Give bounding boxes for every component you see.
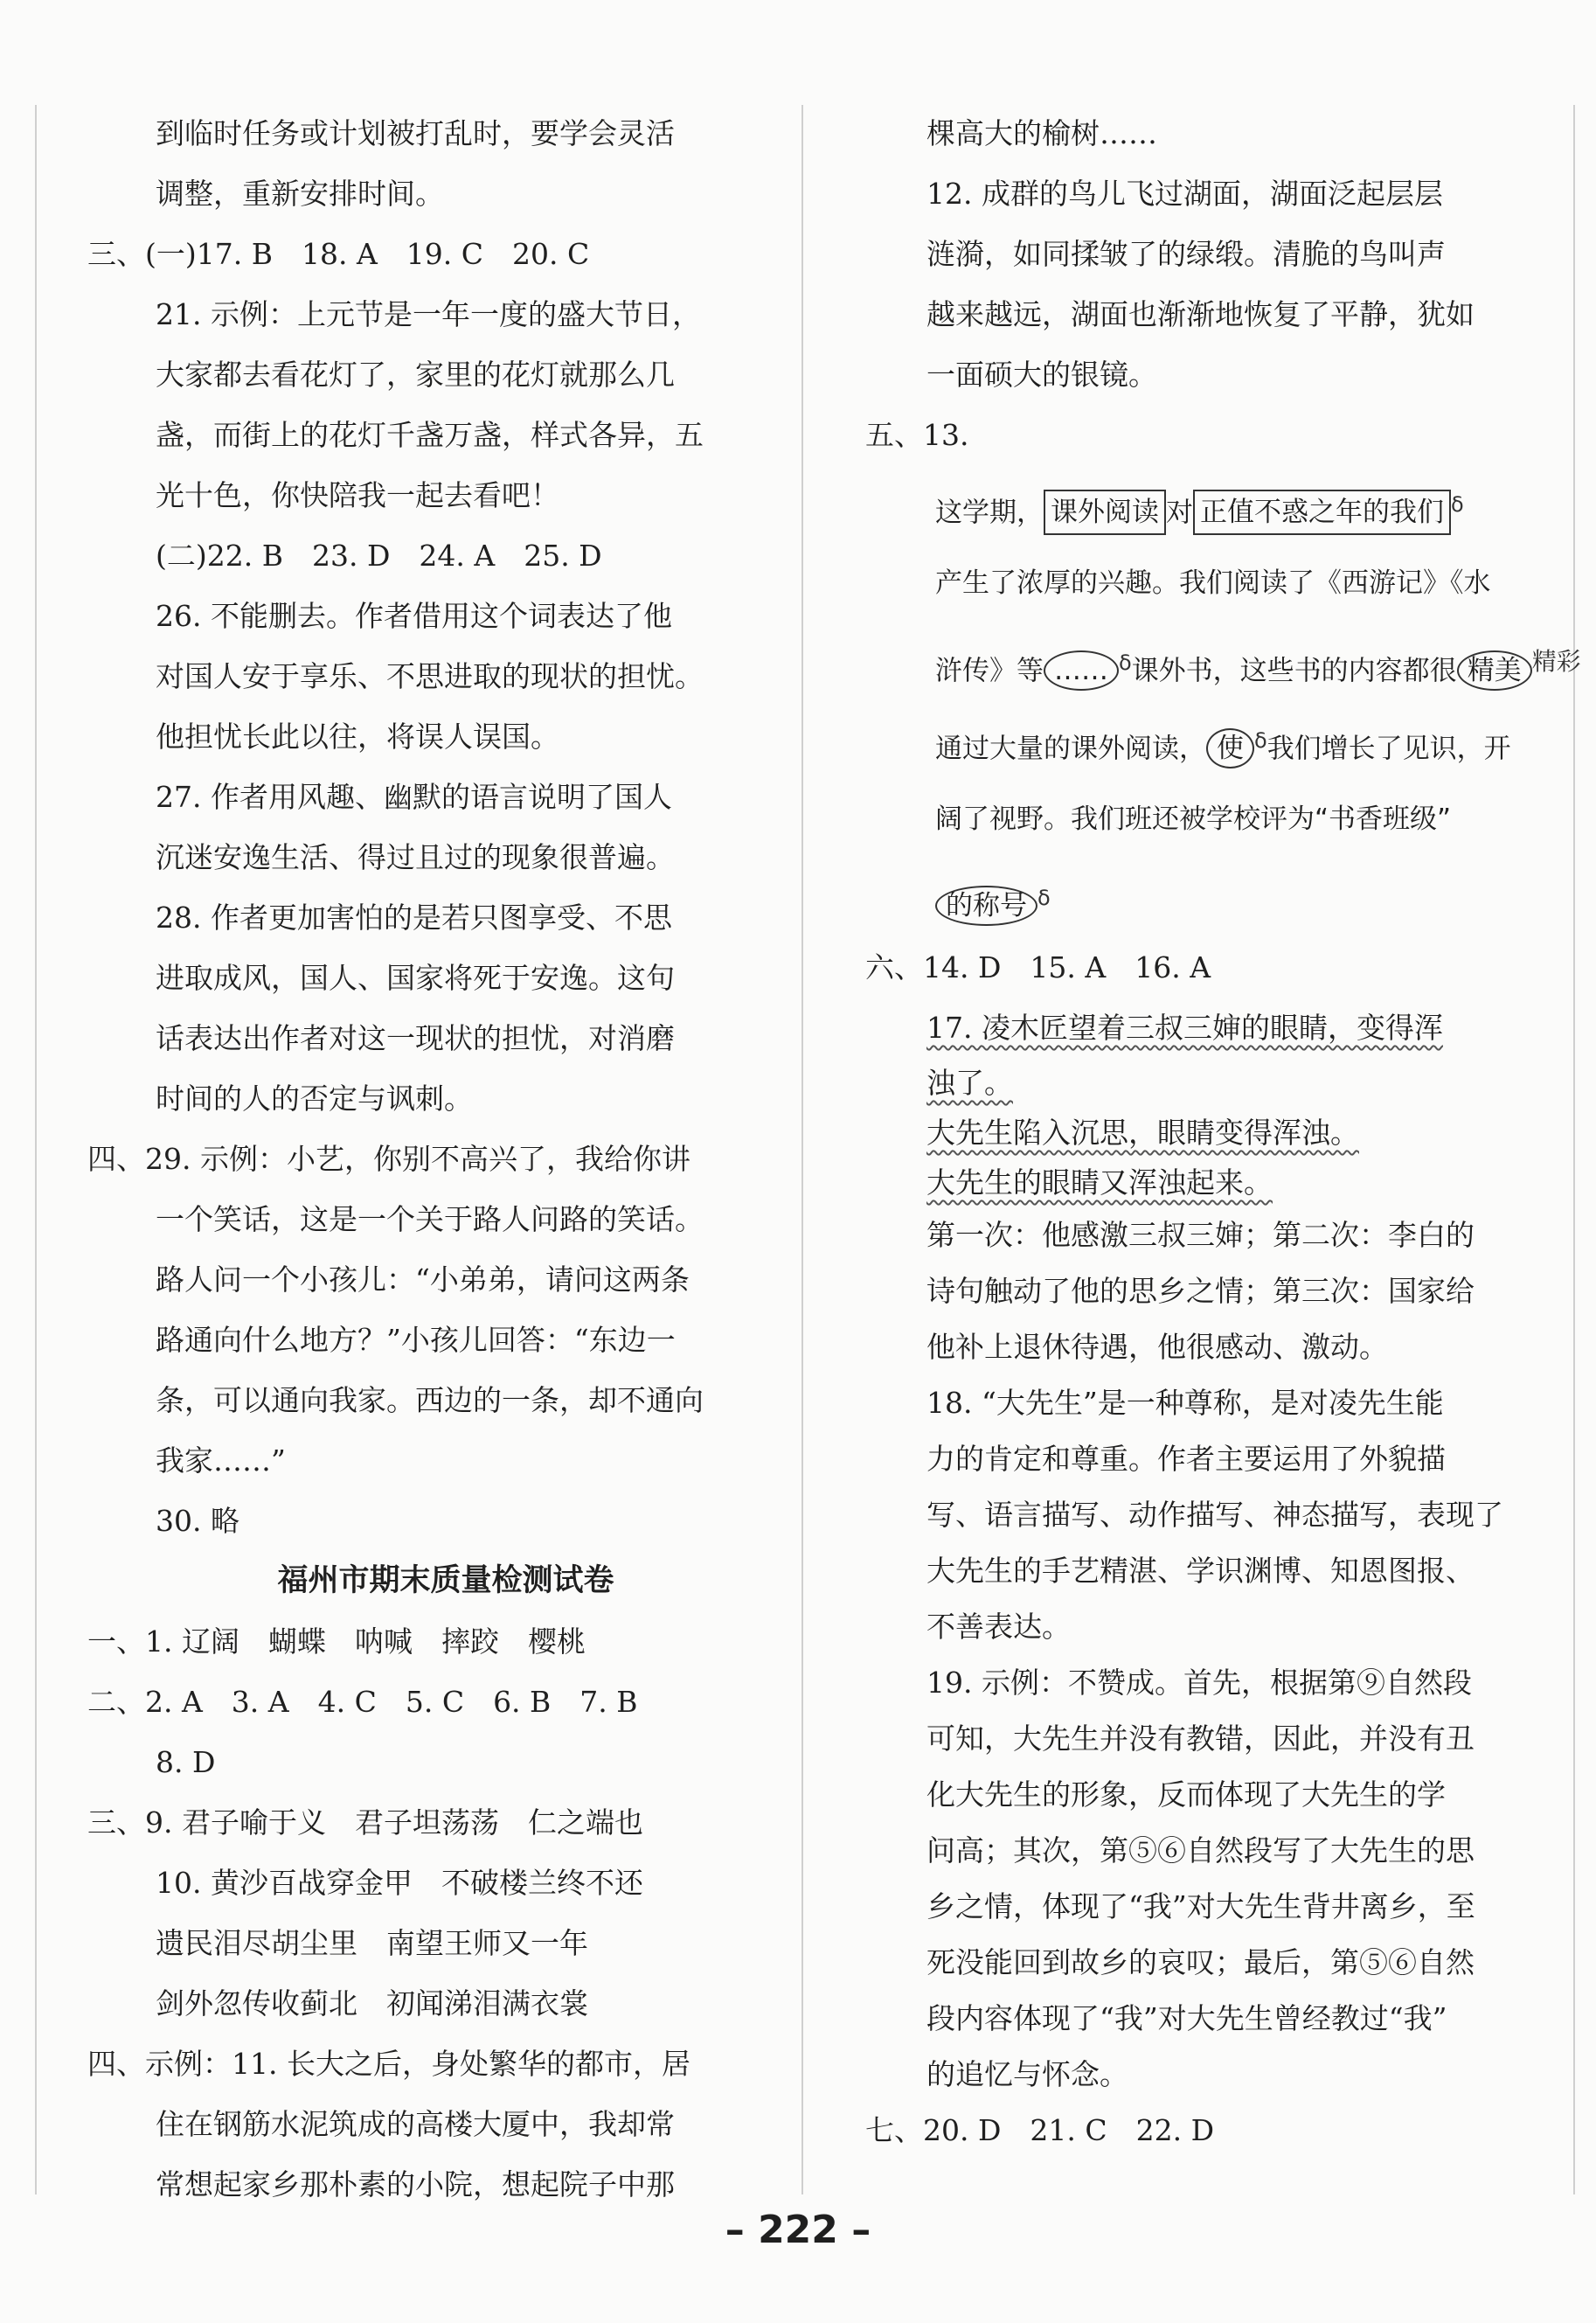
- wavy-underlined-line: 大先生的眼睛又浑浊起来。: [926, 1165, 1273, 1200]
- text-line: (二)22. B 23. D 24. A 25. D: [156, 539, 602, 573]
- page-rule-left: [35, 105, 37, 2194]
- text-line: 七、20. D 21. C 22. D: [865, 2113, 1215, 2147]
- text-line: 诗句触动了他的思乡之情；第三次：国家给: [926, 1274, 1475, 1308]
- text-line: 二、2. A 3. A 4. C 5. C 6. B 7. B: [87, 1685, 638, 1719]
- text-line: 路人问一个小孩儿：“小弟弟，请问这两条: [156, 1262, 690, 1297]
- text-line: 住在钢筋水泥筑成的高楼大厦中，我却常: [156, 2107, 675, 2141]
- text-line: 26. 不能删去。作者借用这个词表达了他: [156, 599, 672, 633]
- text-line: 话表达出作者对这一现状的担忧，对消磨: [156, 1021, 675, 1055]
- edit-line: 产生了浓厚的兴趣。我们阅读了《西游记》《水: [935, 567, 1491, 599]
- text-line: 化大先生的形象，反而体现了大先生的学: [926, 1777, 1446, 1812]
- text-line: 乡之情，体现了“我”对大先生背井离乡，至: [926, 1889, 1475, 1923]
- text-line: 三、9. 君子喻于义 君子坦荡荡 仁之端也: [87, 1805, 643, 1840]
- text-line: 调整，重新安排时间。: [156, 177, 444, 211]
- text-line: 对国人安于享乐、不思进取的现状的担忧。: [156, 659, 704, 693]
- text-line: 写、语言描写、动作描写、神态描写，表现了: [926, 1498, 1503, 1532]
- text-line: 棵高大的榆树……: [926, 116, 1157, 150]
- text-line: 我家……”: [156, 1443, 286, 1478]
- text-line: 一个笑话，这是一个关于路人问路的笑话。: [156, 1202, 704, 1236]
- edit-text: 我们增长了见识，开: [1266, 733, 1511, 765]
- right-column: [865, 103, 1581, 2159]
- proofreading-passage: [865, 465, 1581, 937]
- text-line: 28. 作者更加害怕的是若只图享受、不思: [156, 901, 672, 935]
- text-line: 不善表达。: [926, 1610, 1071, 1644]
- text-line: 涟漪，如同揉皱了的绿缎。清脆的鸟叫声: [926, 237, 1446, 271]
- reorder-box: 课外阅读: [1044, 490, 1166, 535]
- edit-line: [865, 701, 1530, 780]
- text-line: 10. 黄沙百战穿金甲 不破楼兰终不还: [156, 1866, 643, 1900]
- text-line: 30. 略: [156, 1504, 239, 1538]
- text-line: 五、13.: [865, 418, 969, 452]
- edit-line: [865, 622, 1581, 701]
- text-line: 四、29. 示例：小艺，你别不高兴了，我给你讲: [87, 1142, 690, 1176]
- wavy-underlined-line: 大先生陷入沉思，眼睛变得浑浊。: [926, 1116, 1359, 1150]
- deleted-phrase-circle: 的称号: [935, 886, 1037, 926]
- edit-text: 对: [1166, 497, 1193, 529]
- edit-text: 浒传》等: [935, 655, 1044, 687]
- text-line: 遗民泪尽胡尘里 南望王师又一年: [156, 1926, 588, 1960]
- text-line: 沉迷安逸生活、得过且过的现象很普遍。: [156, 840, 675, 874]
- replacement-word: 精彩: [1531, 647, 1581, 676]
- edit-text: 通过大量的课外阅读，: [935, 733, 1206, 765]
- text-line: 第一次：他感激三叔三婶；第二次：李白的: [926, 1218, 1475, 1252]
- text-line: 六、14. D 15. A 16. A: [865, 950, 1211, 984]
- deletion-loop-icon: δ: [1119, 650, 1132, 675]
- text-line: 光十色，你快陪我一起去看吧！: [156, 478, 559, 512]
- text-line: 8. D: [156, 1745, 216, 1779]
- text-line: 大家都去看花灯了，家里的花灯就那么几: [156, 358, 675, 392]
- text-line: 常想起家乡那朴素的小院，想起院子中那: [156, 2167, 675, 2201]
- text-line: 路通向什么地方？”小孩儿回答：“东边一: [156, 1323, 676, 1357]
- text-line: 他补上退休待遇，他很感动、激动。: [926, 1330, 1388, 1364]
- text-line: 18. “大先生”是一种尊称，是对凌先生能: [926, 1386, 1444, 1420]
- page-number: – 222 –: [725, 2208, 871, 2252]
- deleted-text-circle: ……: [1044, 650, 1119, 691]
- text-line: 12. 成群的鸟儿飞过湖面，湖面泛起层层: [926, 177, 1443, 211]
- text-line: 大先生的手艺精湛、学识渊博、知恩图报、: [926, 1554, 1475, 1588]
- text-line: 段内容体现了“我”对大先生曾经教过“我”: [926, 2001, 1447, 2035]
- text-line: 时间的人的否定与讽刺。: [156, 1082, 473, 1116]
- text-line: 一面硕大的银镜。: [926, 358, 1157, 392]
- edit-text: 课外书，这些书的内容都很: [1131, 655, 1457, 687]
- section-title: 福州市期末质量检测试卷: [277, 1563, 614, 1598]
- text-line: 四、示例：11. 长大之后，身处繁华的都市，居: [87, 2047, 690, 2081]
- text-line: 一、1. 辽阔 蝴蝶 呐喊 摔跤 樱桃: [87, 1624, 586, 1659]
- text-line: 越来越远，湖面也渐渐地恢复了平静，犹如: [926, 297, 1475, 331]
- page-rule-right: [1573, 105, 1575, 2194]
- deleted-word-circle: 使: [1206, 728, 1254, 769]
- deletion-loop-icon: δ: [1037, 886, 1051, 910]
- text-line: 19. 示例：不赞成。首先，根据第⑨自然段: [926, 1666, 1472, 1700]
- wavy-underlined-line: 浊了。: [926, 1066, 1013, 1100]
- text-line: 到临时任务或计划被打乱时，要学会灵活: [156, 116, 675, 150]
- text-line: 他担忧长此以往，将误人误国。: [156, 720, 559, 754]
- text-line: 的追忆与怀念。: [926, 2057, 1128, 2091]
- text-line: 27. 作者用风趣、幽默的语言说明了国人: [156, 780, 672, 814]
- text-line: 可知，大先生并没有教错，因此，并没有丑: [926, 1721, 1475, 1756]
- text-line: 问高；其次，第⑤⑥自然段写了大先生的思: [926, 1833, 1475, 1867]
- deletion-loop-icon: δ: [1451, 492, 1464, 517]
- wavy-underlined-line: 17. 凌木匠望着三叔三婶的眼睛，变得浑: [926, 1011, 1443, 1045]
- text-line: 死没能回到故乡的哀叹；最后，第⑤⑥自然: [926, 1945, 1475, 1979]
- text-line: 盏，而街上的花灯千盏万盏，样式各异，五: [156, 418, 704, 452]
- edit-line: [865, 465, 1530, 544]
- text-line: 三、(一)17. B 18. A 19. C 20. C: [87, 237, 590, 271]
- deletion-loop-icon: δ: [1254, 728, 1267, 753]
- text-line: 力的肯定和尊重。作者主要运用了外貌描: [926, 1442, 1446, 1476]
- edit-line: 阔了视野。我们班还被学校评为“书香班级”: [935, 803, 1452, 835]
- text-line: 剑外忽传收蓟北 初闻涕泪满衣裳: [156, 1986, 588, 2020]
- text-line: 条，可以通向我家。西边的一条，却不通向: [156, 1383, 704, 1417]
- edit-line: [865, 859, 1530, 937]
- edit-text: 这学期，: [935, 497, 1044, 529]
- text-line: 21. 示例：上元节是一年一度的盛大节日，: [156, 297, 701, 331]
- text-line: 进取成风，国人、国家将死于安逸。这句: [156, 961, 675, 995]
- column-divider: [801, 105, 803, 2194]
- reorder-box: 正值不惑之年的我们: [1193, 490, 1451, 535]
- left-column: [87, 103, 752, 2215]
- replaced-word-circle: 精美: [1457, 650, 1532, 691]
